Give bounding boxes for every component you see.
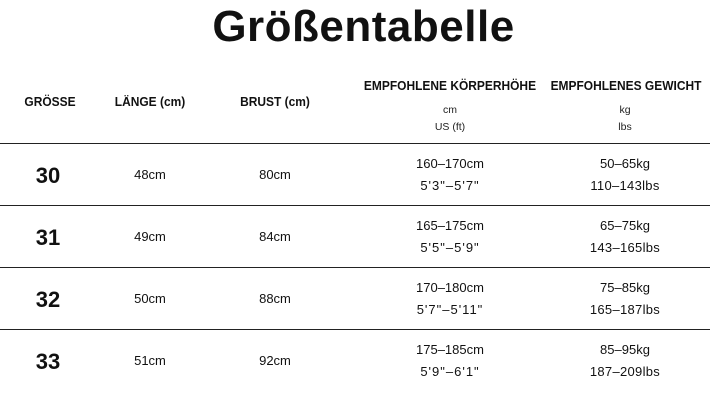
height-ft-value: 5'3"–5'7" (420, 178, 480, 193)
table-row (0, 205, 727, 267)
chest-value: 80cm (259, 167, 291, 182)
length-value: 49cm (134, 229, 166, 244)
height-cm-value: 175–185cm (416, 342, 484, 357)
header-chest: BRUST (cm) (240, 94, 310, 109)
header-weight-unit-kg: kg (619, 104, 631, 116)
weight-lbs-value: 187–209lbs (589, 364, 661, 379)
table-row (0, 267, 727, 329)
length-value: 48cm (134, 167, 166, 182)
chest-value: 84cm (259, 229, 291, 244)
header-height: EMPFOHLENE KÖRPERHÖHE (363, 78, 537, 93)
weight-lbs-value: 143–165lbs (589, 240, 661, 255)
table-row (0, 329, 727, 391)
size-value: 33 (35, 349, 61, 374)
size-value: 32 (35, 287, 61, 312)
height-ft-value: 5'9"–6'1" (420, 364, 480, 379)
header-weight: EMPFOHLENES GEWICHT (550, 78, 702, 93)
header-size: GRÖSSE (24, 94, 76, 109)
height-cm-value: 160–170cm (416, 156, 484, 171)
weight-kg-value: 75–85kg (600, 280, 650, 295)
chest-value: 88cm (259, 291, 291, 306)
weight-lbs-value: 110–143lbs (590, 178, 660, 193)
header-height-unit-ft: US (ft) (434, 121, 466, 133)
weight-kg-value: 50–65kg (600, 156, 650, 171)
page-title: Größentabelle (212, 2, 515, 51)
weight-kg-value: 85–95kg (600, 342, 650, 357)
height-cm-value: 170–180cm (416, 280, 484, 295)
header-height-unit-cm: cm (443, 104, 457, 116)
height-cm-value: 165–175cm (416, 218, 484, 233)
size-value: 30 (35, 163, 61, 188)
header-weight-unit-lbs: lbs (618, 121, 632, 133)
length-value: 51cm (134, 353, 166, 368)
weight-kg-value: 65–75kg (600, 218, 650, 233)
height-ft-value: 5'5"–5'9" (420, 240, 480, 255)
chest-value: 92cm (259, 353, 291, 368)
length-value: 50cm (134, 291, 166, 306)
weight-lbs-value: 165–187lbs (589, 302, 661, 317)
size-value: 31 (35, 225, 61, 250)
header-length: LÄNGE (cm) (114, 94, 186, 109)
table-row (0, 143, 727, 205)
height-ft-value: 5'7"–5'11" (416, 302, 484, 317)
